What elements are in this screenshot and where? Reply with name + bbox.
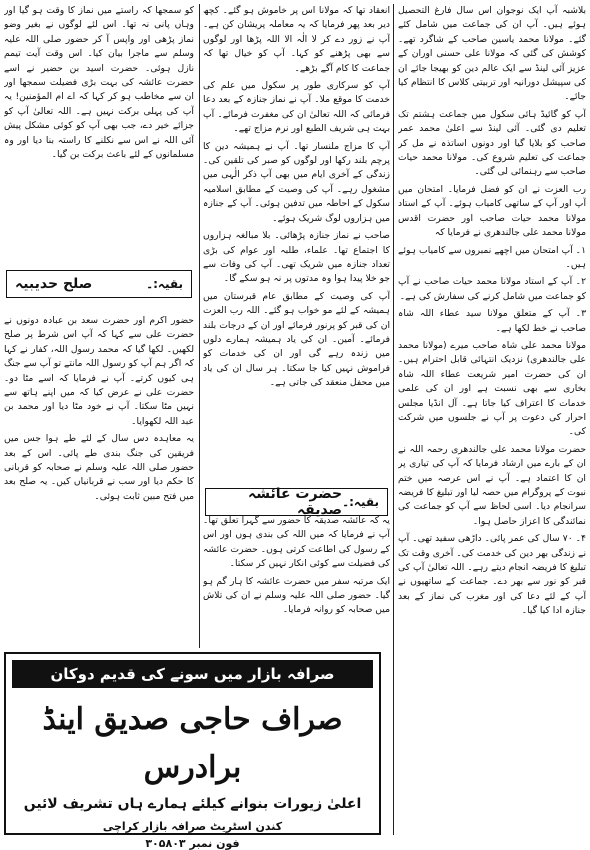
heading-title: حضرت عائشہ صدیقہ — [248, 486, 343, 518]
article-paragraph: یہ معاہدہ دس سال کے لئے طے ہوا جس میں فریقین کی جنگ بندی طے پائی۔ اس کے بعد حضور صلی اللہ علیہ وسلم نے صحابہ کو قربانی کا حکم دیا اور سب نے قربانیاں کیں۔ یہ صلح بعد میں فتح مبین ثابت ہوئی۔ — [4, 433, 194, 502]
article-paragraph: آپ کا مزاج ملنسار تھا۔ آپ نے ہمیشہ دین کا پرچم بلند رکھا اور لوگوں کو صبر کی تلقین کی۔ زندگی کے آخری ایام میں بھی آپ ذکر الٰہی میں مشغول رہے۔ آپ کی وصیت کے مطابق اسلامیہ سکول کے احاطہ میں تدفین ہوئی۔ آپ کے جنازہ میں ہزاروں لوگ شریک ہوئے۔ — [203, 140, 390, 224]
heading-title: صلح حدیبیہ — [15, 276, 93, 292]
article-paragraph: یہ کہ عائشہ صدیقہ کا حضور سے گہرا تعلق تھا۔ آپ نے فرمایا کہ میں اللہ کی بندی ہوں اور اس کے رسول کی اطاعت کرتی ہوں۔ حضرت عائشہ کی فضیلت سے کوئی انکار نہیں کر سکتا۔ — [203, 515, 390, 570]
middle-column-continued — [203, 514, 390, 648]
baqiya-label: بقیہ:۔ — [342, 495, 379, 509]
ad-banner: صرافہ بازار میں سونے کی قدیم دوکان — [12, 660, 373, 688]
article-paragraph: صاحب نے نماز جنازہ پڑھائی۔ بلا مبالغہ ہزاروں کا اجتماع تھا۔ علماء، طلبہ اور عوام کی بڑی تعداد جنازہ میں شریک تھی۔ آپ کی وفات سے جو خلا پیدا ہوا وہ مدتوں پر نہ ہو سکے گا۔ — [203, 230, 390, 285]
right-column — [398, 4, 586, 835]
article-paragraph: آپ کو گائیڈ ہائی سکول میں جماعت ہشتم تک تعلیم دی گئی۔ آئی لینڈ سے اعلیٰ محمد عمر صاحب کو بلایا گیا اور دونوں اساتذہ نے مل کر جماعت کی تعلیم شروع کی۔ مولانا محمد حیات صاحب سے رہنمائی لی گئی۔ — [398, 108, 586, 178]
article-paragraph: حضور اکرم اور حضرت سعد بن عبادہ دونوں نے حضرت علی سے کہا کہ آپ اس شرط پر صلح لکھیں۔ لکھا گیا کہ محمد رسول اللہ، کفار نے کہا کہ اگر ہم آپ کو رسول اللہ مانتے تو آپ سے جنگ ہی کیوں کرتے۔ آپ نے فرمایا کہ اسے مٹا دو۔ حضرت علی نے عرض کیا کہ میں اپنے ہاتھ سے نہیں مٹا سکتا۔ آپ نے خود مٹا دیا اور محمد بن عبد اللہ لکھوایا۔ — [4, 315, 194, 427]
baqiya-label: بقیہ:۔ — [146, 277, 183, 291]
article-paragraph: آپ کو سرکاری طور پر سکول میں علم کی خدمت کا موقع ملا۔ آپ نے نماز جنازہ کے بعد دعا فرمائی کہ اللہ تعالیٰ ان کی مغفرت فرمائے۔ آپ بہت ہی شریف الطبع اور نرم مزاج تھے۔ — [203, 80, 390, 135]
sulh-heading — [6, 270, 192, 298]
article-paragraph: حضرت مولانا محمد علی جالندھری رحمہ اللہ نے ان کے بارے میں ارشاد فرمایا کہ آپ کی تیاری پر ان کا اعتماد ہے۔ آپ نے اس عرصہ میں ختم نبوت کے پروگرام میں حصہ لیا اور تبلیغ کا فریضہ سرانجام دیا۔ اسی لحاظ سے آپ کو جماعت کی نمائندگی کا اعزاز حاصل ہوا۔ — [398, 443, 586, 527]
article-paragraph: ۱۔ آپ امتحان میں اچھے نمبروں سے کامیاب ہوئے ہیں۔ — [398, 244, 586, 270]
article-paragraph: ۳۔ آپ کے متعلق مولانا سید عطاء اللہ شاہ صاحب نے خط لکھا ہے۔ — [398, 308, 586, 334]
column-divider — [393, 4, 394, 835]
article-paragraph: مولانا محمد علی شاہ صاحب میرے (مولانا محمد علی جالندھری) نزدیک انتہائی قابل احترام ہیں۔ ان کی حضرت امیر شریعت عطاء اللہ شاہ بخاری سے بھی نسبت ہے اور ان کی علمی خدمات کا اعتراف کیا جاتا ہے۔ آل انڈیا مجلس احرار کی دعوت پر آپ نے جلسوں میں شرکت کی۔ — [398, 339, 586, 438]
article-paragraph: آپ کی وصیت کے مطابق عام قبرستان میں ہمیشہ کے لئے مو خواب ہو گئے۔ اللہ رب العزت ان کی قبر کو پرنور فرمائے اور ان کے درجات بلند فرمائے۔ آمین۔ ان کی یاد ہمیشہ ہمارے دلوں میں زندہ رہے گی اور ان کی خدمات کو فراموش نہیں کیا جا سکتا۔ ہر سال ان کی یاد میں محفل منعقد کی جاتی ہے۔ — [203, 290, 390, 389]
ad-tagline: اعلیٰ زیورات بنوانے کیلئے ہمارے ہاں تشریف لائیں — [23, 796, 362, 812]
left-column-continued — [4, 314, 194, 504]
article-paragraph: انعقاد تھا کہ مولانا اس پر خاموش ہو گئے۔ کچھ دیر بعد پھر فرمایا کہ یہ معاملہ پریشان کن ہے۔ آپ نے زور دے کر لا الٰہ الا اللہ پڑھا اور لوگوں سے بھی پڑھنے کو کہا۔ آپ کو خیال تھا کہ جماعت کا کام آگے بڑھے۔ — [203, 5, 390, 74]
article-paragraph: ۲۔ آپ کے استاد مولانا محمد حیات صاحب نے آپ کو جماعت میں شامل کرنے کی سفارش کی ہے۔ — [398, 276, 586, 302]
middle-column — [203, 4, 390, 488]
article-paragraph: کو سمجھا کہ راستے میں نماز کا وقت ہو گیا اور وہاں پانی نہ تھا۔ اس لئے لوگوں نے بغیر وضو نماز پڑھی اور واپس آ کر حضور صلی اللہ علیہ وسلم سے ماجرا بیان کیا۔ اس وقت آیت تیمم نازل ہوئی۔ حضرت اسید بن حضیر نے اسے حضرت عائشہ کی بہت بڑی فضیلت سمجھا اور ان سے مخاطب ہو کر کہا کہ اے ام المؤمنین! یہ آپ کی پہلی برکت نہیں ہے۔ اللہ تعالیٰ آپ کو جزائے خیر دے، جب بھی آپ کو کوئی مشکل پیش آئی اللہ نے اس سے نکلنے کا راستہ بنا دیا اور وہ مسلمانوں کے لئے باعث برکت بن گیا۔ — [4, 5, 194, 161]
article-paragraph: ۴۔ ۷۰ سال کی عمر پائی۔ داڑھی سفید تھی۔ آپ نے زندگی بھر دین کی خدمت کی۔ آخری وقت تک تبلیغ کا فریضہ انجام دیتے رہے۔ اللہ تعالیٰ آپ کی قبر کو نور سے بھر دے۔ جماعت کے ساتھیوں نے آپ کے لئے دعا کی اور مغرب کی نماز کے بعد جنازہ ادا کیا گیا۔ — [398, 533, 586, 617]
article-paragraph: ایک مرتبہ سفر میں حضرت عائشہ کا ہار گم ہو گیا۔ حضور صلی اللہ علیہ وسلم نے ان کی تلاش میں صحابہ کو روانہ فرمایا۔ — [203, 575, 390, 616]
jeweller-advertisement — [4, 652, 381, 850]
aisha-heading — [205, 488, 388, 516]
article-paragraph: رب العزت نے ان کو فضل فرمایا۔ امتحان میں آپ اور آپ کے ساتھی کامیاب ہوئے۔ آپ کے استاد مولانا محمد حیات صاحب اور حضرت اقدس مولانا محمد علی جالندھری نے فرمایا کہ — [398, 183, 586, 239]
column-divider — [199, 4, 200, 648]
ad-brand-name: صراف حاجی صدیق اینڈ برادرس — [42, 702, 343, 785]
left-column — [4, 4, 194, 264]
ad-phone: فون نمبر ۳۰۵۸۰۳ — [145, 837, 240, 850]
article-paragraph: بلاشبہ آپ ایک نوجوان اس سال فارغ التحصیل ہوئے ہیں۔ آپ ان کی جماعت میں شامل کئے گئے۔ مولانا محمد یاسین صاحب کے شاگرد تھے۔ کوشش کی گئی کہ مولانا علی حسنی اوران کے عزیز آئی لینڈ سے ایک عالم دین کو بھیجا جائے ان کی سپیشل دورانیہ اور تربیتی کلاس کا انتظام کیا جائے۔ — [398, 5, 586, 103]
ad-address: کندن اسٹریٹ صرافہ بازار کراچی — [102, 820, 283, 833]
